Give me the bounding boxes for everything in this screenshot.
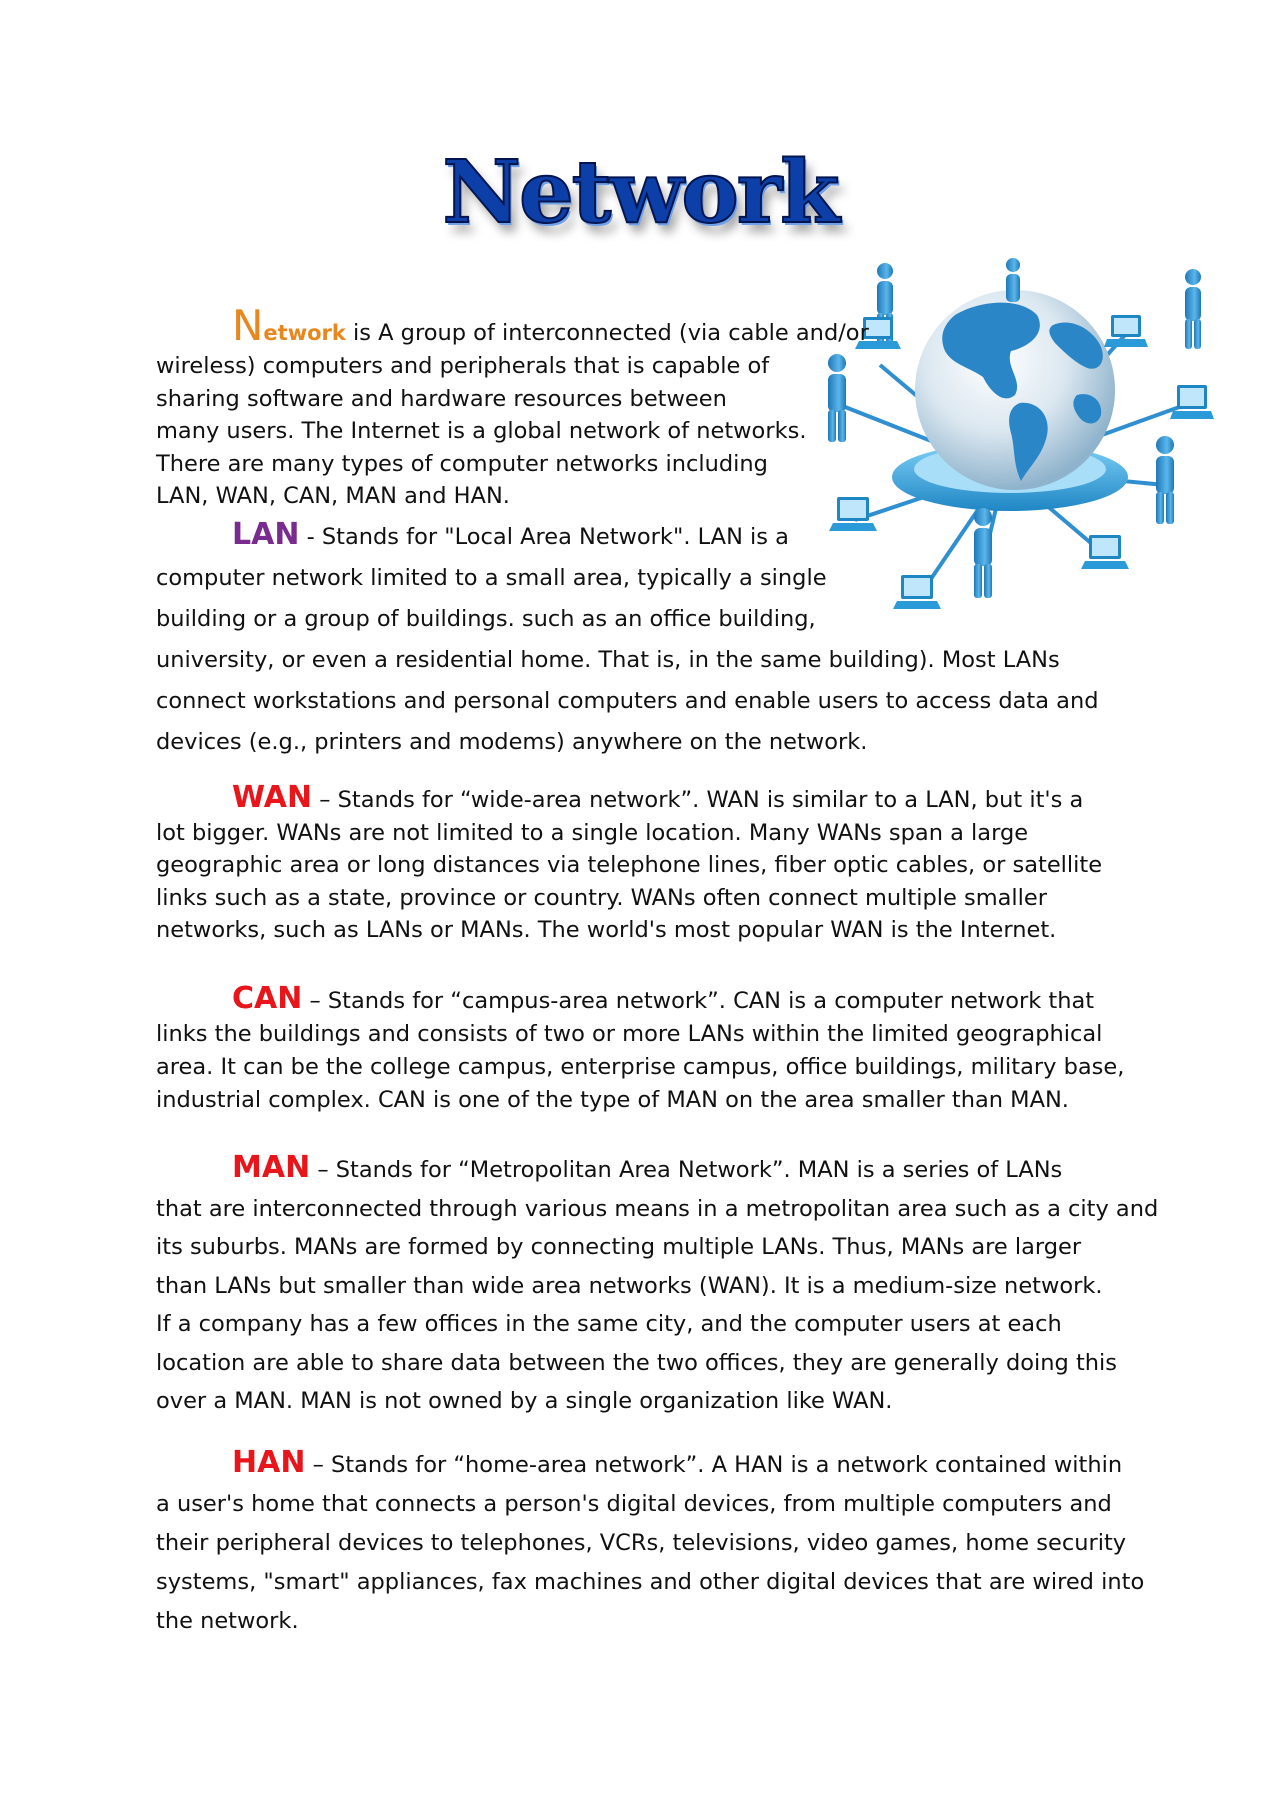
- han-line: HAN – Stands for “home-area network”. A HAN is a network contained within: [232, 1445, 1123, 1480]
- man-term: MAN: [232, 1150, 311, 1185]
- wan-line: WAN – Stands for “wide-area network”. WAN is similar to a LAN, but it's a: [232, 780, 1084, 815]
- man-line: location are able to share data between the two offices, they are generally doing this: [156, 1349, 1118, 1376]
- laptop-icon: [1170, 385, 1214, 419]
- man-line: If a company has a few offices in the same city, and the computer users at each: [156, 1311, 1062, 1337]
- han-term: HAN: [232, 1445, 306, 1480]
- han-line: systems, "smart" appliances, fax machines and other digital devices that are wired into: [156, 1569, 1145, 1595]
- can-line: links the buildings and consists of two or more LANs within the limited geographical: [156, 1021, 1103, 1047]
- intro-continued: [156, 350, 806, 513]
- wan-paragraph: [156, 782, 1102, 947]
- lan-line: university, or even a residential home. That is, in the same building). Most LANs: [156, 647, 1060, 673]
- lan-line: computer network limited to a small area, typically a single: [156, 565, 827, 591]
- wan-line: geographic area or long distances via telephone lines, fiber optic cables, or satellite: [156, 852, 1103, 878]
- intro-line: wireless) computers and peripherals that is capable of: [156, 353, 770, 379]
- han-line: their peripheral devices to telephones, VCRs, televisions, video games, home security: [156, 1530, 1127, 1556]
- man-paragraph: [156, 1149, 1158, 1421]
- intro-line: There are many types of computer networks including: [156, 450, 768, 477]
- man-line: MAN – Stands for “Metropolitan Area Network”. MAN is a series of LANs: [232, 1150, 1063, 1185]
- person-icon: [1185, 269, 1201, 349]
- lan-paragraph: [156, 514, 1099, 763]
- laptop-icon: [1104, 315, 1148, 347]
- can-paragraph: [156, 982, 1124, 1117]
- person-icon: [1156, 436, 1174, 524]
- man-line: that are interconnected through various means in a metropolitan area such as a city and: [156, 1195, 1159, 1222]
- lan-line: connect workstations and personal computers and enable users to access data and: [156, 688, 1099, 714]
- network-term-initial: N: [232, 301, 264, 350]
- man-line: over a MAN. MAN is not owned by a single organization like WAN.: [156, 1388, 893, 1414]
- wan-line: lot bigger. WANs are not limited to a single location. Many WANs span a large: [156, 819, 1029, 846]
- intro-line: LAN, WAN, CAN, MAN and HAN.: [156, 483, 510, 509]
- lan-line: devices (e.g., printers and modems) anywhere on the network.: [156, 729, 868, 755]
- man-line: than LANs but smaller than wide area networks (WAN). It is a medium-size network.: [156, 1272, 1103, 1299]
- can-line: area. It can be the college campus, enterprise campus, office buildings, military base,: [156, 1054, 1125, 1080]
- wan-line: networks, such as LANs or MANs. The world's most popular WAN is the Internet.: [156, 917, 1057, 943]
- intro-paragraph: [156, 296, 869, 357]
- man-line: its suburbs. MANs are formed by connecting multiple LANs. Thus, MANs are larger: [156, 1234, 1082, 1260]
- lan-term: LAN: [232, 517, 300, 552]
- intro-line: sharing software and hardware resources between: [156, 385, 727, 412]
- wan-line: links such as a state, province or country. WANs often connect multiple smaller: [156, 884, 1048, 911]
- person-icon: [828, 354, 846, 442]
- lan-line: building or a group of buildings. such as an office building,: [156, 606, 816, 632]
- han-paragraph: [156, 1443, 1144, 1641]
- title-wordart: [430, 142, 850, 270]
- can-line: CAN – Stands for “campus-area network”. CAN is a computer network that: [232, 981, 1095, 1016]
- lan-line: LAN - Stands for "Local Area Network". LAN is a: [232, 517, 789, 552]
- page-title: Network: [442, 142, 838, 243]
- wan-term: WAN: [232, 780, 313, 815]
- intro-line: Network is A group of interconnected (via cable and/or: [232, 301, 869, 350]
- can-term: CAN: [232, 981, 303, 1016]
- can-line: industrial complex. CAN is one of the type of MAN on the area smaller than MAN.: [156, 1087, 1069, 1113]
- network-term: etwork: [263, 321, 346, 345]
- han-line: a user's home that connects a person's digital devices, from multiple computers and: [156, 1491, 1112, 1517]
- intro-line: many users. The Internet is a global network of networks.: [156, 418, 807, 444]
- han-line: the network.: [156, 1608, 299, 1634]
- person-icon: [1006, 258, 1020, 302]
